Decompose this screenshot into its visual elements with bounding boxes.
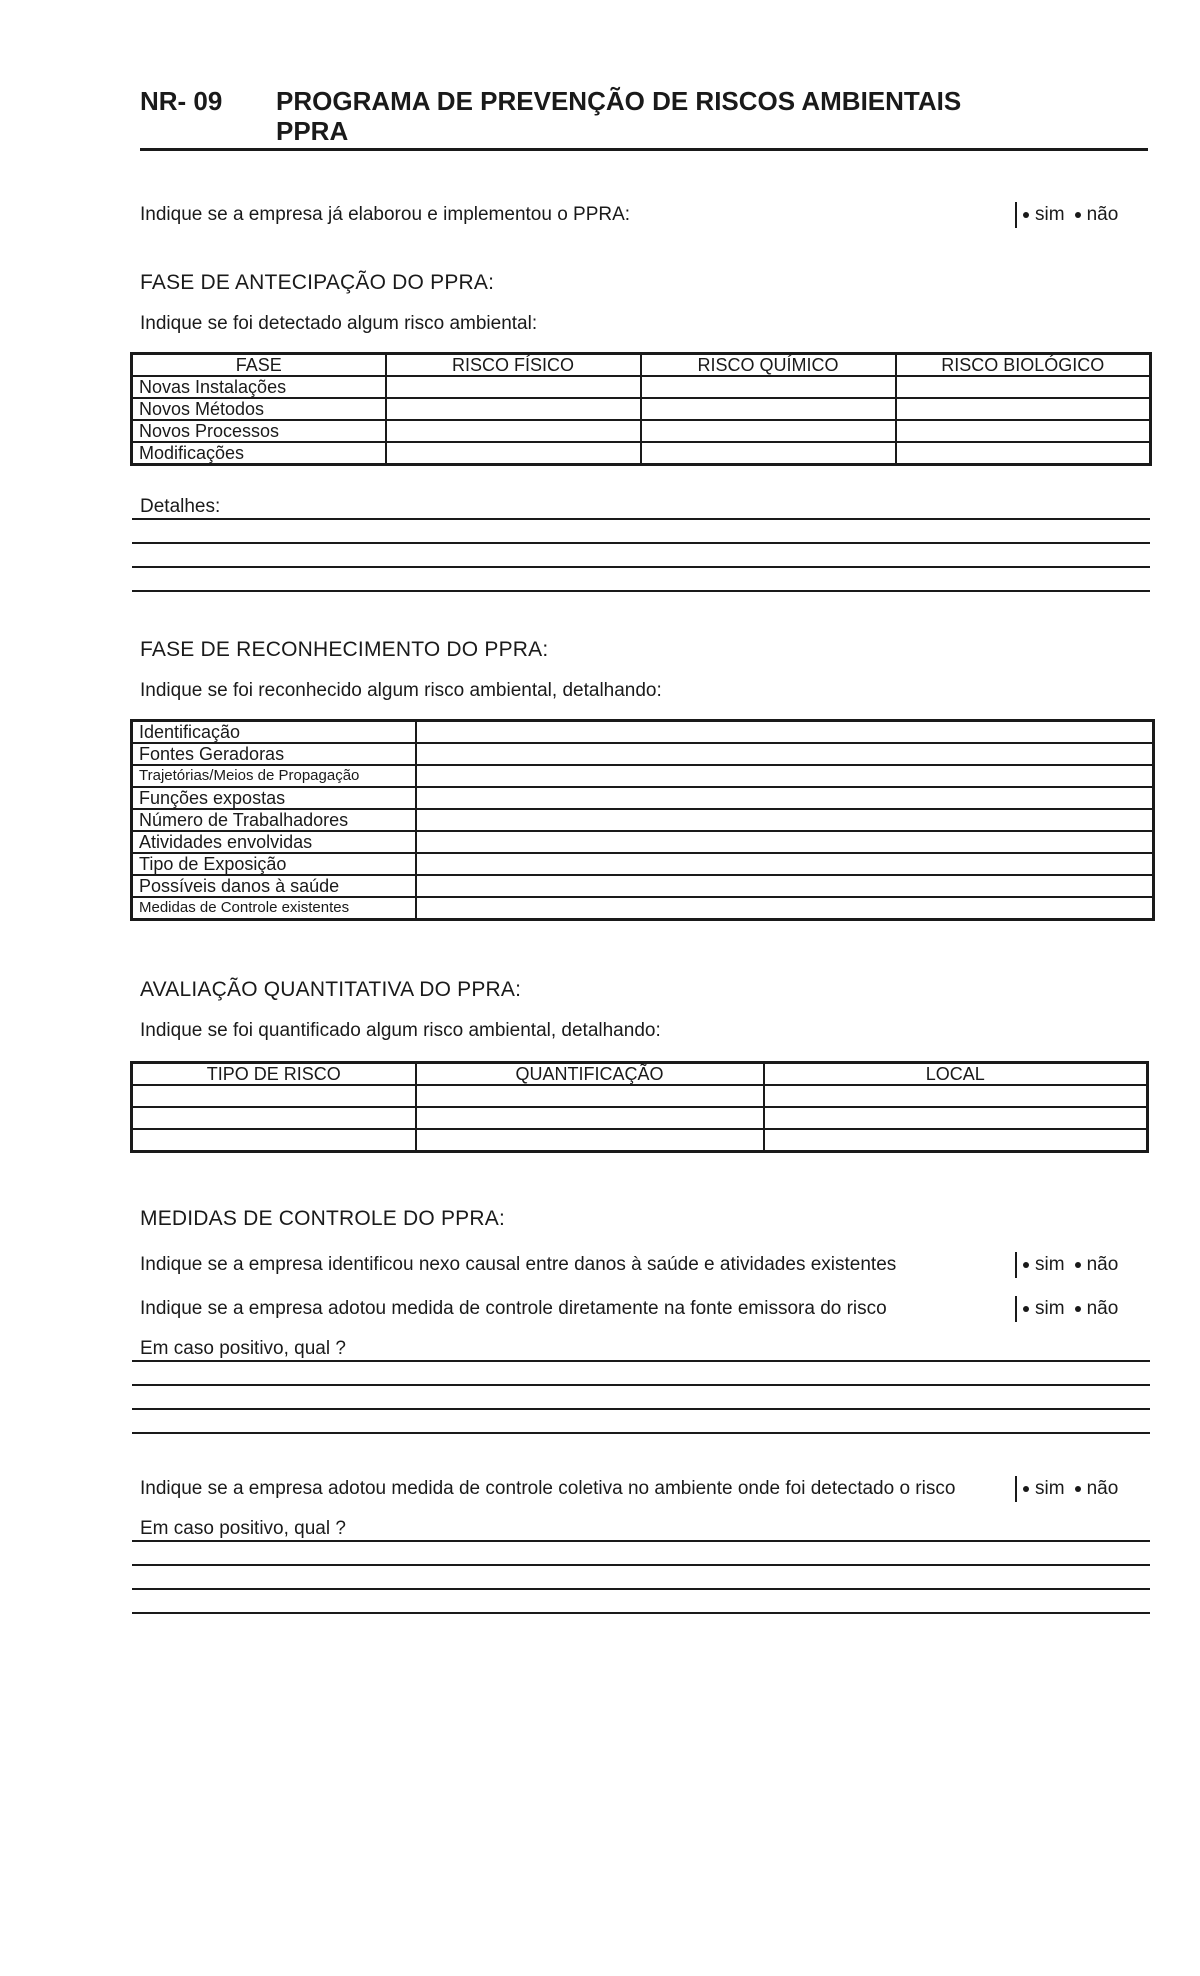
row-label: Fontes Geradoras [132,743,416,765]
row-value[interactable] [416,809,1154,831]
table-row [132,398,1151,420]
table-row [132,765,1154,787]
document-title-line-2: PPRA [276,116,349,146]
details-label: Detalhes: [140,496,221,517]
header-local: LOCAL [764,1063,1148,1086]
bullet-icon [1075,1262,1081,1268]
answer-line[interactable] [132,1384,1150,1386]
cell-risco-quimico[interactable] [641,398,896,420]
bullet-icon [1023,1486,1029,1492]
section-avaliacao-title: AVALIAÇÃO QUANTITATIVA DO PPRA: [140,978,522,1001]
cell-risco-fisico[interactable] [386,376,641,398]
table-row [132,721,1154,744]
cell-risco-quimico[interactable] [641,442,896,465]
cell-local[interactable] [764,1107,1148,1129]
row-label: Possíveis danos à saúde [132,875,416,897]
row-label: Atividades envolvidas [132,831,416,853]
header-risco-quimico: RISCO QUÍMICO [641,354,896,377]
table-row [132,875,1154,897]
table-row [132,743,1154,765]
details-line[interactable] [132,566,1150,568]
option-no-label: não [1086,1478,1119,1499]
document-title [276,86,1136,146]
table-row [132,809,1154,831]
cell-tipo[interactable] [132,1107,416,1129]
option-yes[interactable] [1023,1478,1065,1500]
answer-line[interactable] [132,1540,1150,1542]
details-line[interactable] [132,590,1150,592]
answer-line[interactable] [132,1588,1150,1590]
question-avaliacao: Indique se foi quantificado algum risco ambiental, detalhando: [140,1020,661,1041]
row-label: Número de Trabalhadores [132,809,416,831]
option-separator [1015,1252,1017,1278]
question-elaborou: Indique se a empresa já elaborou e implementou o PPRA: [140,204,631,225]
header-tipo-de-risco: TIPO DE RISCO [132,1063,416,1086]
details-line[interactable] [132,518,1150,520]
cell-local[interactable] [764,1129,1148,1152]
header-risco-fisico: RISCO FÍSICO [386,354,641,377]
row-value[interactable] [416,765,1154,787]
table-header-row [132,1063,1148,1086]
option-yes-label: sim [1035,1478,1065,1499]
row-value[interactable] [416,743,1154,765]
option-no-label: não [1086,1298,1119,1319]
cell-quantificacao[interactable] [416,1129,764,1152]
positive-label-fonte: Em caso positivo, qual ? [140,1338,346,1359]
row-value[interactable] [416,897,1154,920]
answer-line[interactable] [132,1408,1150,1410]
details-line[interactable] [132,542,1150,544]
table-header-row [132,354,1151,377]
answer-line[interactable] [132,1432,1150,1434]
row-label: Modificações [132,442,386,465]
table-row [132,831,1154,853]
table-row [132,1085,1148,1107]
yes-no-fonte-emissora[interactable] [1015,1296,1118,1322]
row-label: Medidas de Controle existentes [132,897,416,920]
bullet-icon [1023,1306,1029,1312]
row-label: Identificação [132,721,416,744]
cell-tipo[interactable] [132,1085,416,1107]
row-value[interactable] [416,787,1154,809]
option-no[interactable] [1075,204,1119,226]
cell-risco-fisico[interactable] [386,442,641,465]
row-label: Novos Métodos [132,398,386,420]
row-value[interactable] [416,875,1154,897]
header-quantificacao: QUANTIFICAÇÃO [416,1063,764,1086]
table-row [132,442,1151,465]
question-reconhecimento: Indique se foi reconhecido algum risco ambiental, detalhando: [140,680,662,701]
yes-no-nexo-causal[interactable] [1015,1252,1118,1278]
option-yes-label: sim [1035,204,1065,225]
document-title-line-1: PROGRAMA DE PREVENÇÃO DE RISCOS AMBIENTAIS [276,86,962,116]
table-row [132,376,1151,398]
cell-risco-quimico[interactable] [641,420,896,442]
option-separator [1015,1296,1017,1322]
antecipacao-table [130,352,1152,466]
table-row [132,897,1154,920]
bullet-icon [1075,1486,1081,1492]
row-label: Novas Instalações [132,376,386,398]
cell-risco-biologico[interactable] [896,420,1151,442]
cell-risco-biologico[interactable] [896,398,1151,420]
cell-risco-biologico[interactable] [896,376,1151,398]
option-yes-label: sim [1035,1298,1065,1319]
cell-risco-fisico[interactable] [386,398,641,420]
option-no-label: não [1086,204,1119,225]
answer-line[interactable] [132,1564,1150,1566]
section-reconhecimento-title: FASE DE RECONHECIMENTO DO PPRA: [140,638,549,661]
option-yes[interactable] [1023,1298,1065,1320]
header-risco-biologico: RISCO BIOLÓGICO [896,354,1151,377]
bullet-icon [1075,1306,1081,1312]
option-yes[interactable] [1023,204,1065,226]
yes-no-controle-coletiva[interactable] [1015,1476,1118,1502]
cell-risco-biologico[interactable] [896,442,1151,465]
question-nexo-causal: Indique se a empresa identificou nexo causal entre danos à saúde e atividades existentes [140,1254,897,1275]
document-code: NR- 09 [140,86,223,116]
row-label: Tipo de Exposição [132,853,416,875]
row-value[interactable] [416,831,1154,853]
bullet-icon [1075,212,1081,218]
question-controle-coletiva: Indique se a empresa adotou medida de controle coletiva no ambiente onde foi detectado o risco [140,1478,956,1499]
option-no[interactable] [1075,1254,1119,1276]
reconhecimento-table [130,719,1155,921]
header-fase: FASE [132,354,386,377]
bullet-icon [1023,212,1029,218]
section-medidas-title: MEDIDAS DE CONTROLE DO PPRA: [140,1207,505,1230]
table-row [132,1107,1148,1129]
yes-no-elaborou[interactable] [1015,202,1118,228]
option-yes[interactable] [1023,1254,1065,1276]
positive-label-coletiva: Em caso positivo, qual ? [140,1518,346,1539]
cell-quantificacao[interactable] [416,1085,764,1107]
cell-risco-fisico[interactable] [386,420,641,442]
row-value[interactable] [416,853,1154,875]
row-value[interactable] [416,721,1154,744]
cell-local[interactable] [764,1085,1148,1107]
question-fonte-emissora: Indique se a empresa adotou medida de controle diretamente na fonte emissora do risco [140,1298,887,1319]
header-divider [140,148,1148,151]
table-row [132,1129,1148,1152]
row-label: Trajetórias/Meios de Propagação [132,765,416,787]
answer-line[interactable] [132,1360,1150,1362]
question-antecipacao: Indique se foi detectado algum risco ambiental: [140,313,538,334]
option-no-label: não [1086,1254,1119,1275]
cell-risco-quimico[interactable] [641,376,896,398]
option-separator [1015,1476,1017,1502]
row-label: Novos Processos [132,420,386,442]
option-no[interactable] [1075,1478,1119,1500]
section-antecipacao-title: FASE DE ANTECIPAÇÃO DO PPRA: [140,271,495,294]
cell-quantificacao[interactable] [416,1107,764,1129]
option-yes-label: sim [1035,1254,1065,1275]
table-row [132,787,1154,809]
option-no[interactable] [1075,1298,1119,1320]
table-row [132,420,1151,442]
bullet-icon [1023,1262,1029,1268]
cell-tipo[interactable] [132,1129,416,1152]
table-row [132,853,1154,875]
avaliacao-table [130,1061,1149,1153]
answer-line[interactable] [132,1612,1150,1614]
option-separator [1015,202,1017,228]
row-label: Funções expostas [132,787,416,809]
